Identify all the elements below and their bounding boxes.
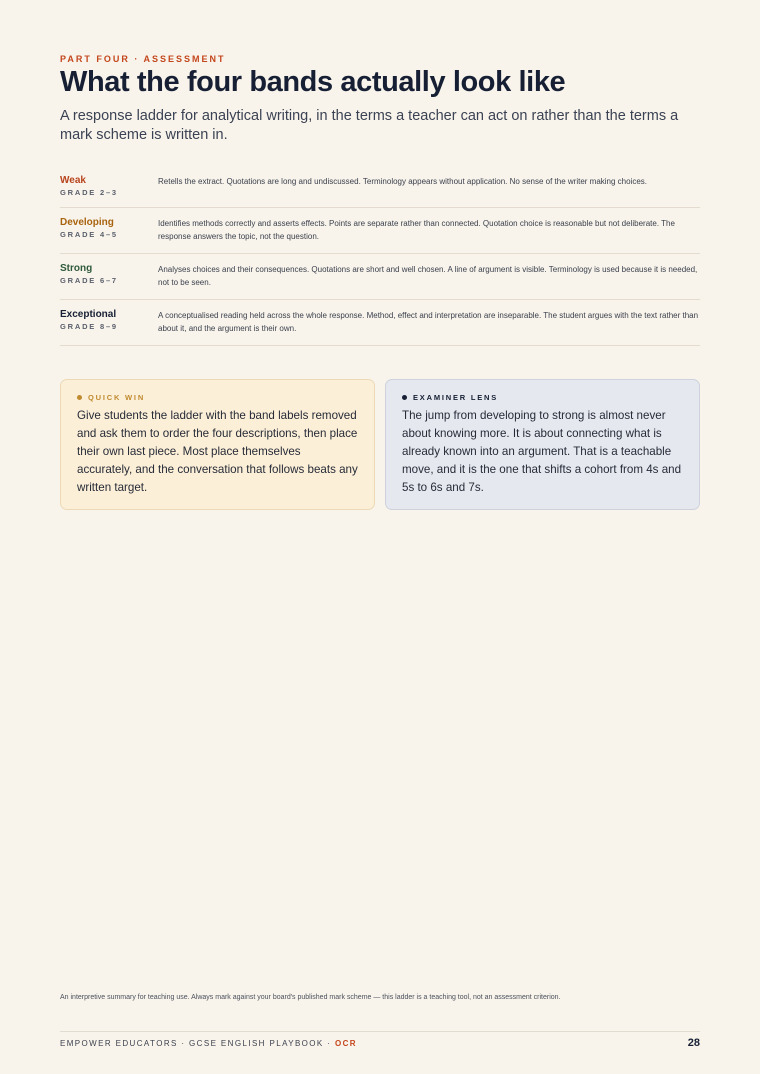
band-description: Retells the extract. Quotations are long and undiscussed. Terminology appears without application. No sense of the writer making choices. (158, 177, 648, 186)
footer-publication: EMPOWER EDUCATORS · GCSE ENGLISH PLAYBOOK · (60, 1039, 335, 1048)
band-name: Strong (60, 263, 93, 274)
band-label (60, 174, 158, 197)
band-row-strong (60, 254, 700, 300)
footnote: An interpretive summary for teaching use. Always mark against your board's published mark scheme — this ladder is a teaching tool, not an assessment criterion. (60, 994, 561, 1001)
band-name: Weak (60, 175, 86, 186)
band-description: Identifies methods correctly and asserts effects. Points are separate rather than connected. Quotation choice is reasonable but not deliberate. The response answers the topic, not the question. (158, 219, 675, 241)
footer-divider (60, 1031, 700, 1032)
band-name: Exceptional (60, 309, 117, 320)
band-row-developing (60, 208, 700, 254)
band-row-exceptional (60, 300, 700, 346)
band-label (60, 262, 158, 289)
band-label (60, 216, 158, 243)
band-label (60, 308, 158, 335)
band-grade: GRADE 8–9 (60, 322, 118, 331)
page-number: 28 (687, 1037, 700, 1049)
examiner-lens-text: The jump from developing to strong is almost never about knowing more. It is about connecting what is already known into an argument. That is a teachable move, and it is the one that shifts a cohort from 4s and 5s to 6s and 7s. (402, 409, 682, 494)
band-ladder (60, 166, 700, 346)
bullet-dot-icon (402, 395, 407, 400)
page (60, 0, 700, 1074)
callout-row (60, 379, 700, 510)
band-name: Developing (60, 217, 114, 228)
page-title: What the four bands actually look like (60, 66, 566, 98)
footer-board: OCR (334, 1039, 357, 1048)
page-subtitle: A response ladder for analytical writing, in the terms a teacher can act on rather than the terms a mark scheme is written in. (60, 108, 679, 143)
examiner-lens-card (385, 379, 700, 510)
band-description: Analyses choices and their consequences. Quotations are short and well chosen. A line of argument is visible. Terminology is used because it is needed, not to be seen. (158, 265, 698, 287)
quick-win-heading (77, 393, 358, 402)
band-grade: GRADE 6–7 (60, 276, 118, 285)
examiner-lens-label: EXAMINER LENS (413, 393, 499, 402)
band-grade: GRADE 2–3 (60, 188, 118, 197)
quick-win-card (60, 379, 375, 510)
section-eyebrow: PART FOUR · ASSESSMENT (60, 54, 226, 64)
footer-running-title (60, 1039, 357, 1048)
band-row-weak (60, 166, 700, 208)
band-description: A conceptualised reading held across the whole response. Method, effect and interpretation are inseparable. The student argues with the text rather than about it, and the argument is their own. (158, 311, 699, 333)
examiner-lens-heading (402, 393, 683, 402)
quick-win-text: Give students the ladder with the band labels removed and ask them to order the four descriptions, then place their own last piece. Most place themselves accurately, and the conversation that follows beats any written target. (77, 409, 358, 494)
band-grade: GRADE 4–5 (60, 230, 118, 239)
bullet-dot-icon (77, 395, 82, 400)
quick-win-label: QUICK WIN (88, 393, 146, 402)
